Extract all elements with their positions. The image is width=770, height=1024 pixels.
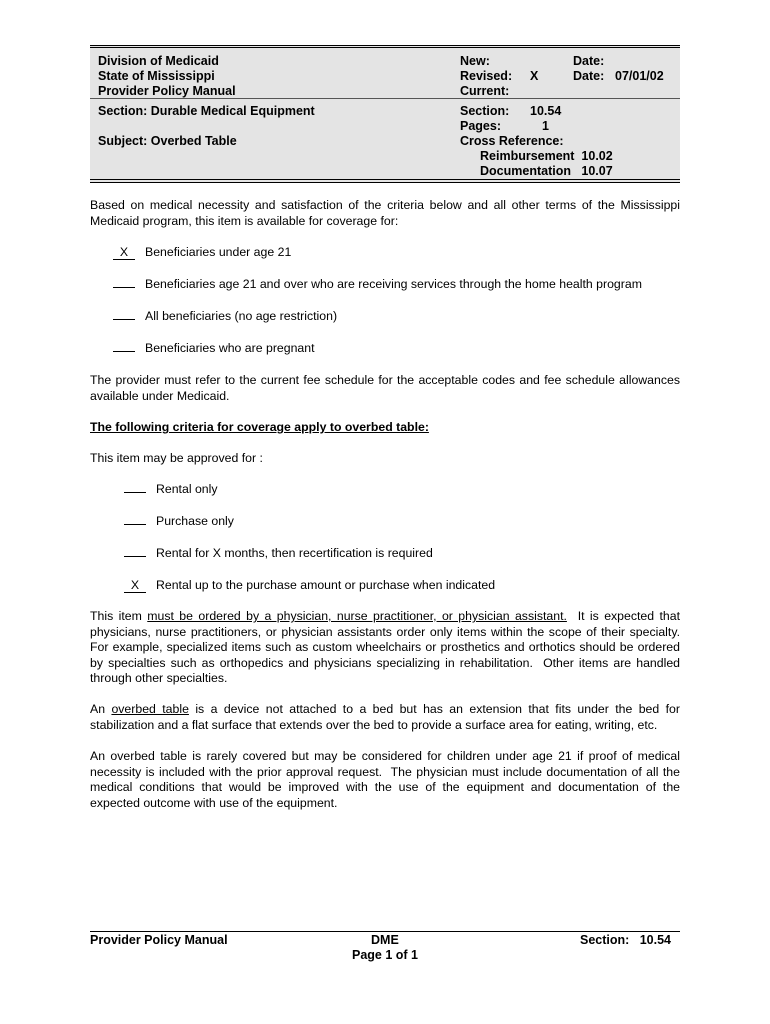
approval-option: [124, 514, 234, 529]
coverage-mark: [113, 351, 135, 352]
approval-label: Rental only: [156, 482, 218, 496]
section-number-value: 10.54: [530, 104, 562, 118]
section-number-label: Section:: [460, 104, 510, 118]
physician-para-rest: It is expected that physicians, nurse practitioners, or physician assistants order only items within the scope of their specialty. For example, specialized items such as custom wheelchairs or prosthetics and orthotics should be ordered by specialties such as orthopedics and physicians specializing in rehabilitation. Other items are handled through other specialties.: [90, 609, 687, 686]
coverage-item: [113, 309, 337, 324]
pages-label: Pages:: [460, 119, 501, 133]
approval-mark: X: [124, 579, 146, 593]
revised-mark: X: [530, 69, 539, 83]
date1-label: Date:: [573, 54, 605, 68]
approval-label: Rental up to the purchase amount or purchase when indicated: [156, 578, 496, 592]
date2-label: Date:: [573, 69, 605, 83]
footer-dme: DME: [371, 933, 399, 947]
footer-rule: [90, 931, 680, 932]
footer-manual: Provider Policy Manual: [90, 933, 228, 947]
coverage-label: Beneficiaries under age 21: [145, 245, 292, 259]
approved-for-label: This item may be approved for :: [90, 451, 263, 465]
fee-schedule-paragraph: The provider must refer to the current fee schedule for the acceptable codes and fee schedule allowances available under Medicaid.: [90, 373, 680, 403]
physician-para-start: This item: [90, 609, 148, 623]
subject-title: Subject: Overbed Table: [98, 134, 237, 148]
manual-label: Provider Policy Manual: [98, 84, 236, 98]
physician-para-underlined: must be ordered by a physician, nurse practitioner, or physician assistant.: [147, 609, 567, 623]
coverage-mark: [113, 287, 135, 288]
approval-mark: [124, 556, 146, 557]
coverage-item: [113, 245, 291, 260]
definition-paragraph: [90, 702, 680, 733]
coverage-label: Beneficiaries who are pregnant: [145, 341, 315, 355]
document-header: [90, 45, 680, 183]
cross-reference-label: Cross Reference:: [460, 134, 564, 148]
coverage-mark: [113, 319, 135, 320]
coverage-item: [113, 277, 642, 292]
approval-label: Purchase only: [156, 514, 234, 528]
approval-label: Rental for X months, then recertification is required: [156, 546, 433, 560]
date2-value: 07/01/02: [615, 69, 664, 83]
physician-order-paragraph: [90, 609, 687, 687]
definition-term: overbed table: [111, 702, 189, 716]
coverage-label: Beneficiaries age 21 and over who are receiving services through the home health program: [145, 277, 642, 291]
criteria-heading: The following criteria for coverage apply to overbed table:: [90, 420, 429, 434]
new-label: New:: [460, 54, 490, 68]
approval-option: [124, 578, 495, 593]
state-label: State of Mississippi: [98, 69, 215, 83]
revised-label: Revised:: [460, 69, 513, 83]
footer-section: Section: 10.54: [580, 933, 672, 947]
section-title: Section: Durable Medical Equipment: [98, 104, 315, 118]
coverage-paragraph: An overbed table is rarely covered but may be considered for children under age 21 if proof of medical necessity is included with the prior approval request. The physician must include documentation of all the medical conditions that would be improved with the use of the equipment and documentation of the expected outcome with use of the equipment.: [90, 749, 684, 810]
current-label: Current:: [460, 84, 510, 98]
approval-mark: [124, 524, 146, 525]
definition-para-start: An: [90, 702, 112, 716]
division-label: Division of Medicaid: [98, 54, 219, 68]
intro-paragraph: Based on medical necessity and satisfaction of the criteria below and all other terms of the Mississippi Medicaid program, this item is available for coverage for:: [90, 198, 680, 228]
coverage-mark: X: [113, 246, 135, 260]
approval-mark: [124, 492, 146, 493]
coverage-label: All beneficiaries (no age restriction): [145, 309, 338, 323]
cross-reference-documentation: Documentation 10.07: [480, 164, 613, 178]
footer-page-number: Page 1 of 1: [352, 948, 418, 962]
approval-option: [124, 482, 218, 497]
coverage-item: [113, 341, 315, 356]
cross-reference-reimbursement: Reimbursement 10.02: [480, 149, 613, 163]
header-divider: [90, 98, 680, 99]
pages-value: 1: [542, 119, 549, 133]
definition-para-rest: is a device not attached to a bed but has an extension that fits under the bed for stabilization and a flat surface that extends over the bed to provide a surface area for eating, writing, etc.: [90, 702, 680, 732]
approval-option: [124, 546, 433, 561]
